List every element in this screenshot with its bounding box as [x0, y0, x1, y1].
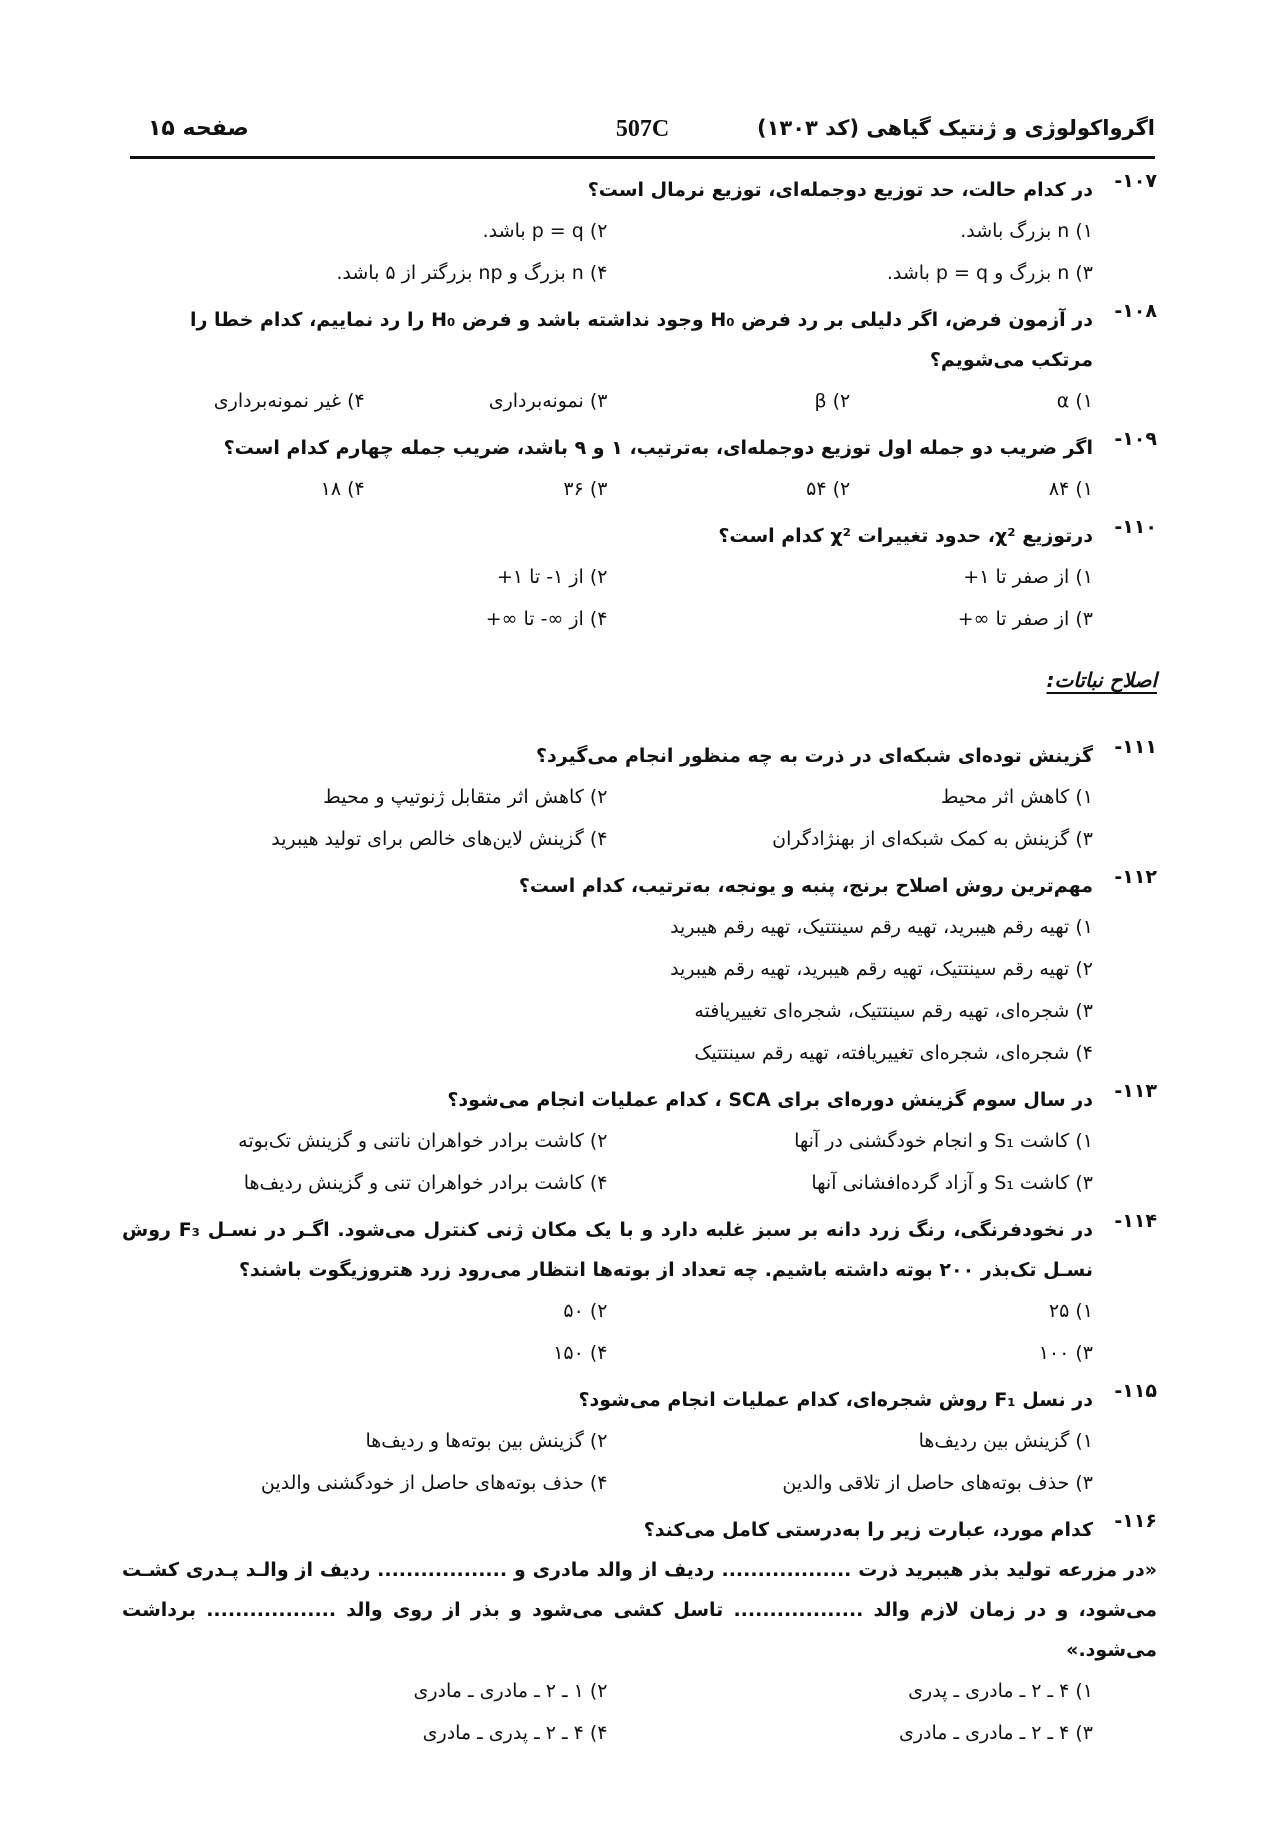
option-4[interactable]: ۴) ۱۵۰	[553, 1342, 608, 1364]
option-1[interactable]: ۱) تهیه رقم هیبرید، تهیه رقم سینتتیک، تهیه رقم هیبرید	[670, 916, 1093, 938]
exam-title: اگرواکولوژی و ژنتیک گیاهی (کد ۱۳۰۳)	[756, 116, 1155, 140]
question-text: در آزمون فرض، اگر دلیلی بر رد فرض H₀ وجود نداشته باشد و فرض H₀ را رد نماییم، کدام خطا را مرتکب می‌شویم؟	[189, 309, 1093, 371]
exam-code: 507C	[615, 116, 670, 142]
question-text: مهم‌ترین روش اصلاح برنج، پنبه و یونجه، به‌ترتیب، کدام است؟	[518, 875, 1093, 897]
question-110	[122, 516, 1157, 640]
question-number: ۱۰۸-	[1114, 300, 1157, 322]
options	[122, 468, 1093, 510]
option-3[interactable]: ۳) شجره‌ای، تهیه رقم سینتتیک، شجره‌ای تغییریافته	[694, 1000, 1093, 1022]
option-1[interactable]: ۱) ۴ ـ ۲ ـ مادری ـ پدری	[908, 1680, 1093, 1702]
option-2[interactable]: ۲) β	[814, 390, 851, 412]
question-number: ۱۱۲-	[1114, 866, 1157, 888]
question-text: در نسل F₁ روش شجره‌ای، کدام عملیات انجام می‌شود؟	[578, 1389, 1093, 1411]
question-number: ۱۱۱-	[1114, 736, 1157, 758]
question-text: گزینش توده‌ای شبکه‌ای در ذرت به چه منظور انجام می‌گیرد؟	[535, 745, 1093, 767]
option-2[interactable]: ۲) ۱ ـ ۲ ـ مادری ـ مادری	[413, 1680, 608, 1702]
question-number: ۱۱۵-	[1114, 1380, 1157, 1402]
option-4[interactable]: ۴) حذف بوته‌های حاصل از خودگشنی والدین	[260, 1472, 608, 1494]
options	[122, 1420, 1093, 1504]
option-3[interactable]: ۳) ۴ ـ ۲ ـ مادری ـ مادری	[898, 1722, 1093, 1744]
question-number: ۱۱۳-	[1114, 1080, 1157, 1102]
question-112	[122, 866, 1157, 1074]
options	[122, 556, 1093, 640]
question-quote: «در مزرعه تولید بذر هیبرید ذرت .................. ردیف از والد مادری و .................. ردیف از والـد پـدری کشـت می‌شود، و در زمان لازم والد .................. تاسل کشی می‌شود و بذر از روی والد .................. برداشت می‌شود.»	[122, 1559, 1157, 1661]
section-title: اصلاح نباتات:	[1046, 668, 1157, 692]
question-number: ۱۱۴-	[1114, 1210, 1157, 1232]
question-text: در کدام حالت، حد توزیع دوجمله‌ای، توزیع نرمال است؟	[587, 179, 1093, 201]
options	[122, 1670, 1093, 1754]
option-3[interactable]: ۳) ۱۰۰	[1038, 1342, 1093, 1364]
question-111	[122, 736, 1157, 860]
questions-area	[122, 170, 1157, 1760]
question-text: در نخودفرنگی، رنگ زرد دانه بر سبز غلبه دارد و با یک مکان ژنی کنترل می‌شود. اگـر در نسـل F₃ روش نسـل تک‌بذر ۲۰۰ بوته داشته باشیم. چه تعداد از بوته‌ها انتظار می‌رود زرد هتروزیگوت باشند؟	[122, 1219, 1093, 1281]
option-1[interactable]: ۱) گزینش بین ردیف‌ها	[918, 1430, 1093, 1452]
option-1[interactable]: ۱) کاهش اثر محیط	[940, 786, 1093, 808]
option-4[interactable]: ۴) کاشت برادر خواهران تنی و گزینش ردیف‌ها	[243, 1172, 608, 1194]
option-2[interactable]: ۲) ۵۰	[563, 1300, 608, 1322]
question-114	[122, 1210, 1157, 1374]
question-number: ۱۱۶-	[1114, 1510, 1157, 1532]
option-3[interactable]: ۳) ۳۶	[563, 478, 608, 500]
question-text: درتوزیع χ²، حدود تغییرات χ² کدام است؟	[718, 525, 1093, 547]
options	[122, 210, 1093, 294]
option-4[interactable]: ۴) غیر نمونه‌برداری	[213, 390, 365, 412]
option-4[interactable]: ۴) ۱۸	[320, 478, 365, 500]
option-1[interactable]: ۱) از صفر تا ۱+	[963, 566, 1093, 588]
option-3[interactable]: ۳) کاشت S₁ و آزاد گرده‌افشانی آنها	[811, 1172, 1093, 1194]
question-107	[122, 170, 1157, 294]
option-2[interactable]: ۲) کاهش اثر متقابل ژنوتیپ و محیط	[323, 786, 608, 808]
page-number: صفحه ۱۵	[148, 116, 249, 141]
options	[122, 1120, 1093, 1204]
option-3[interactable]: ۳) n بزرگ و p = q باشد.	[886, 262, 1093, 284]
option-1[interactable]: ۱) α	[1056, 390, 1093, 412]
option-4[interactable]: ۴) از ∞- تا ∞+	[485, 608, 608, 630]
question-109	[122, 428, 1157, 510]
option-4[interactable]: ۴) ۴ ـ ۲ ـ پدری ـ مادری	[422, 1722, 608, 1744]
option-2[interactable]: ۲) تهیه رقم سینتتیک، تهیه رقم هیبرید، تهیه رقم هیبرید	[670, 958, 1093, 980]
options	[122, 776, 1093, 860]
option-2[interactable]: ۲) ۵۴	[806, 478, 851, 500]
question-number: ۱۰۷-	[1114, 170, 1157, 192]
question-text: در سال سوم گزینش دوره‌ای برای SCA ، کدام عملیات انجام می‌شود؟	[447, 1089, 1093, 1111]
question-108	[122, 300, 1157, 422]
option-2[interactable]: ۲) p = q باشد.	[482, 220, 608, 242]
option-2[interactable]: ۲) کاشت برادر خواهران ناتنی و گزینش تک‌بوته	[238, 1130, 608, 1152]
options	[122, 1290, 1093, 1374]
option-3[interactable]: ۳) گزینش به کمک شبکه‌ای از بهنژادگران	[772, 828, 1093, 850]
page-header	[130, 112, 1155, 159]
option-4[interactable]: ۴) شجره‌ای، شجره‌ای تغییریافته، تهیه رقم سینتتیک	[694, 1042, 1093, 1064]
question-text: اگر ضریب دو جمله اول توزیع دوجمله‌ای، به‌ترتیب، ۱ و ۹ باشد، ضریب جمله چهارم کدام است؟	[223, 437, 1093, 459]
option-2[interactable]: ۲) گزینش بین بوته‌ها و ردیف‌ها	[365, 1430, 608, 1452]
question-116	[122, 1510, 1157, 1754]
question-115	[122, 1380, 1157, 1504]
option-3[interactable]: ۳) از صفر تا ∞+	[957, 608, 1093, 630]
question-number: ۱۱۰-	[1114, 516, 1157, 538]
option-1[interactable]: ۱) کاشت S₁ و انجام خودگشنی در آنها	[794, 1130, 1093, 1152]
question-text: کدام مورد، عبارت زیر را به‌درستی کامل می‌کند؟	[643, 1519, 1093, 1541]
option-3[interactable]: ۳) حذف بوته‌های حاصل از تلاقی والدین	[782, 1472, 1093, 1494]
option-1[interactable]: ۱) ۲۵	[1048, 1300, 1093, 1322]
option-3[interactable]: ۳) نمونه‌برداری	[488, 390, 608, 412]
option-4[interactable]: ۴) گزینش لاین‌های خالص برای تولید هیبرید	[271, 828, 608, 850]
question-113	[122, 1080, 1157, 1204]
options	[122, 380, 1093, 422]
option-1[interactable]: ۱) n بزرگ باشد.	[960, 220, 1093, 242]
question-number: ۱۰۹-	[1114, 428, 1157, 450]
option-1[interactable]: ۱) ۸۴	[1048, 478, 1093, 500]
options	[122, 906, 1093, 1074]
option-2[interactable]: ۲) از ۱- تا ۱+	[496, 566, 608, 588]
option-4[interactable]: ۴) n بزرگ و np بزرگتر از ۵ باشد.	[336, 262, 608, 284]
